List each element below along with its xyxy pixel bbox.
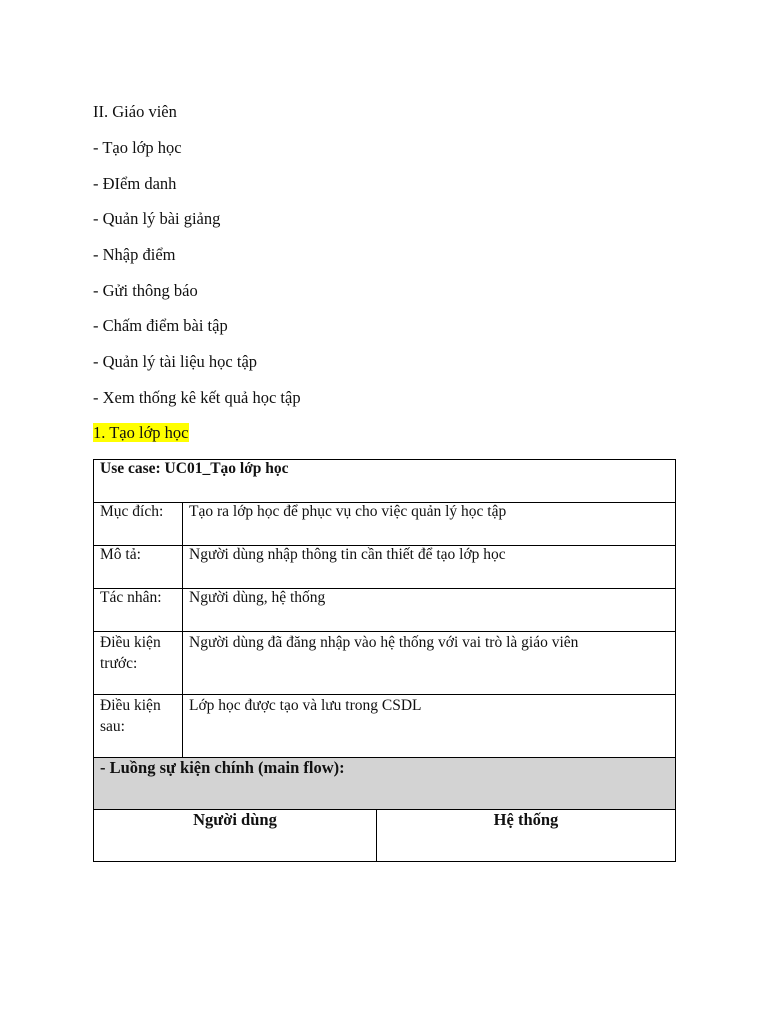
- feature-item: - Nhập điểm: [93, 245, 176, 264]
- table-row: [94, 758, 676, 810]
- row-label: Điều kiện sau:: [94, 695, 183, 758]
- column-header-system: Hệ thống: [377, 810, 676, 862]
- row-value: Người dùng nhập thông tin cần thiết để tạo lớp học: [183, 546, 676, 589]
- table-row: [94, 589, 676, 632]
- row-value: Lớp học được tạo và lưu trong CSDL: [183, 695, 676, 758]
- table-row: [94, 503, 676, 546]
- subsection-title: [93, 423, 189, 443]
- row-label: Mô tả:: [94, 546, 183, 589]
- table-row: [94, 460, 676, 503]
- table-row: [94, 810, 676, 862]
- highlighted-heading: 1. Tạo lớp học: [93, 423, 189, 442]
- use-case-table: [93, 459, 676, 862]
- row-value: Người dùng đã đăng nhập vào hệ thống với vai trò là giáo viên: [183, 632, 676, 695]
- feature-item: - Xem thống kê kết quả học tập: [93, 388, 301, 407]
- table-row: [94, 695, 676, 758]
- main-flow-header: - Luồng sự kiện chính (main flow):: [94, 758, 676, 810]
- feature-item: - Tạo lớp học: [93, 138, 182, 157]
- row-label: Điều kiện trước:: [94, 632, 183, 695]
- feature-item: - Gửi thông báo: [93, 281, 198, 300]
- row-label: Tác nhân:: [94, 589, 183, 632]
- feature-item: - ĐIểm danh: [93, 174, 177, 193]
- row-value: Tạo ra lớp học để phục vụ cho việc quản lý học tập: [183, 503, 676, 546]
- feature-item: - Quản lý bài giảng: [93, 209, 221, 228]
- column-header-user: Người dùng: [94, 810, 377, 862]
- row-value: Người dùng, hệ thống: [183, 589, 676, 632]
- table-row: [94, 546, 676, 589]
- feature-item: - Chấm điểm bài tập: [93, 316, 228, 335]
- use-case-title: Use case: UC01_Tạo lớp học: [94, 460, 676, 503]
- section-title: II. Giáo viên: [93, 102, 177, 121]
- feature-item: - Quản lý tài liệu học tập: [93, 352, 258, 371]
- row-label: Mục đích:: [94, 503, 183, 546]
- table-row: [94, 632, 676, 695]
